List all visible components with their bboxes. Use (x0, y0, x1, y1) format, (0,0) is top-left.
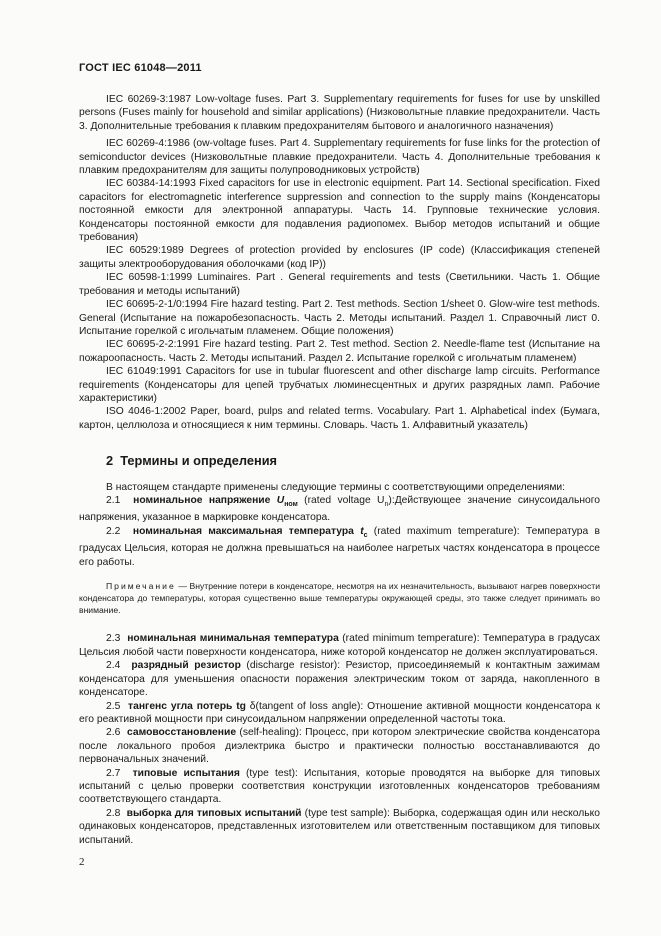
term-name: номинальная минимальная температура (127, 633, 339, 645)
reference-item: IEC 60269-4:1986 (ow-voltage fuses. Part 4. Supplementary requirements for fuse links for the protection of semiconductor devices (Низковольтные плавкие предохранители. Часть 4. Дополнительные требования к плавким предохранителям для защиты полупроводниковых устройств) (79, 138, 600, 177)
note-label: Примечание (106, 581, 176, 592)
term-item: 2.3 номинальная минимальная температура (rated minimum temperature): Температура в градусах Цельсия любой части поверхности конденсатора, ниже которой конденсатор не должен эксплуатироваться. (79, 633, 600, 658)
note: Примечание — Внутренние потери в конденсаторе, несмотря на их незначительность, вызывают нагрев поверхности конденсатора до температуры, которая существенно выше температуры окружающей среды, это также следует принимать во внимание. (79, 581, 600, 615)
section-number: 2 (106, 453, 114, 469)
intro-text: В настоящем стандарте применены следующие термины с соответствующими определениями: (106, 481, 566, 493)
term-item: 2.5 тангенс угла потерь tg δ(tangent of loss angle): Отношение активной мощности конденсатора к его реактивной мощности при синусоидальном напряжении определенной частоты тока. (79, 700, 600, 725)
term-name: тангенс угла потерь tg (128, 700, 246, 712)
term-name: разрядный резистор (131, 660, 241, 672)
section-title: Термины и определения (120, 453, 278, 469)
term-name: номинальная максимальная температура (132, 525, 354, 537)
term-item: 2.8 выборка для типовых испытаний (type test sample): Выборка, содержащая один или несколько одинаковых конденсаторов, представленных изготовителем или ответственным поставщиком для типовых испытаний. (79, 807, 600, 846)
term-name: типовые испытания (132, 767, 240, 779)
document-header: ГОСТ IEC 61048—2011 (79, 62, 202, 74)
reference-item: IEC 60598-1:1999 Luminaires. Part . General requirements and tests (Светильники. Часть 1. Общие требования и методы испытаний) (79, 272, 600, 297)
page-number: 2 (79, 856, 85, 868)
term-item: 2.7 типовые испытания (type test): Испытания, которые проводятся на выборке для типовых испытаний с целью проверки соответствия конструкции изготовленных конденсаторов требованиям соответствующего стандарта. (79, 767, 600, 806)
reference-item: IEC 60695-2-1/0:1994 Fire hazard testing. Part 2. Test methods. Section 1/sheet 0. Glow-wire test methods. General (Испытание на пожаробезопасность. Часть 2. Методы испытаний. Раздел 1. Справочный лист 0. Испытание горелкой с игольчатым пламенем. Общие положения) (79, 299, 600, 337)
term-2-1: 2.1 номинальное напряжение $U_{ном}$ (rated voltage $U_n):Действующее$ значение синусоидального напряжения, указанное в маркировке конденсатора. (79, 494, 601, 524)
reference-item: IEC 60269-3:1987 Low-voltage fuses. Part 3. Supplementary requirements for fuses for use by unskilled persons (Fuses mainly for household and similar applications) (Низковольтные плавкие предохранители. Часть 3. Дополнительные требования к плавким предохранителям бытового и аналогичного назначения) (79, 94, 600, 132)
reference-item: IEC 60695-2-2:1991 Fire hazard testing. Part 2. Test method. Section 2. Needle-flame test (Испытание на пожароопасность. Часть 2. Методы испытаний. Раздел 2. Испытание горелкой с игольчатым пламенем) (79, 339, 600, 364)
term-item: 2.4 разрядный резистор (discharge resistor): Резистор, присоединяемый к контактным зажимам конденсатора для уменьшения опасности поражения электрическим током от заряда, накопленного в конденсаторе. (79, 660, 600, 699)
reference-item: ISO 4046-1:2002 Paper, board, pulps and related terms. Vocabulary. Part 1. Alphabetical index (Бумага, картон, целлюлоза и относящиеся к ним термины. Словарь. Часть 1. Алфавитный указатель) (79, 406, 600, 431)
term-name: самовосстановление (127, 727, 237, 739)
term-name: выборка для типовых испытаний (126, 807, 302, 819)
terms-list (79, 632, 600, 847)
term-name: номинальное напряжение (133, 494, 271, 506)
document-body (79, 93, 600, 847)
section-heading (79, 454, 600, 467)
term-2-2: 2.2 номинальная максимальная температура $t_c$ (rated maximum temperature): Температура в градусах Цельсия, которая не должна превышаться на наиболее нагретых частях конденсатора в процессе его работы. (79, 525, 600, 568)
term-item: 2.6 самовосстановление (self-healing): Процесс, при котором электрические свойства конденсатора после локального пробоя диэлектрика быстро и практически полностью восстанавливаются до первоначальных значений. (79, 727, 600, 766)
reference-item: IEC 61049:1991 Capacitors for use in tubular fluorescent and other discharge lamp circuits. Performance requirements (Конденсаторы для цепей трубчатых люминесцентных и других разрядных ламп. Рабочие характеристики) (79, 366, 600, 404)
reference-item: IEC 60384-14:1993 Fixed capacitors for use in electronic equipment. Part 14. Sectional specification. Fixed capacitors for electromagnetic interference suppression and connection to the supply mains (Конденсаторы постоянной емкости для электронной аппаратуры. Часть 14. Групповые технические условия. Конденсаторы постоянной емкости для подавления радиопомех. Выбор методов испытаний и общие требования) (79, 178, 600, 244)
reference-item: IEC 60529:1989 Degrees of protection provided by enclosures (IP code) (Классификация степеней защиты электрооборудования оболочками (код IP)) (79, 245, 600, 270)
